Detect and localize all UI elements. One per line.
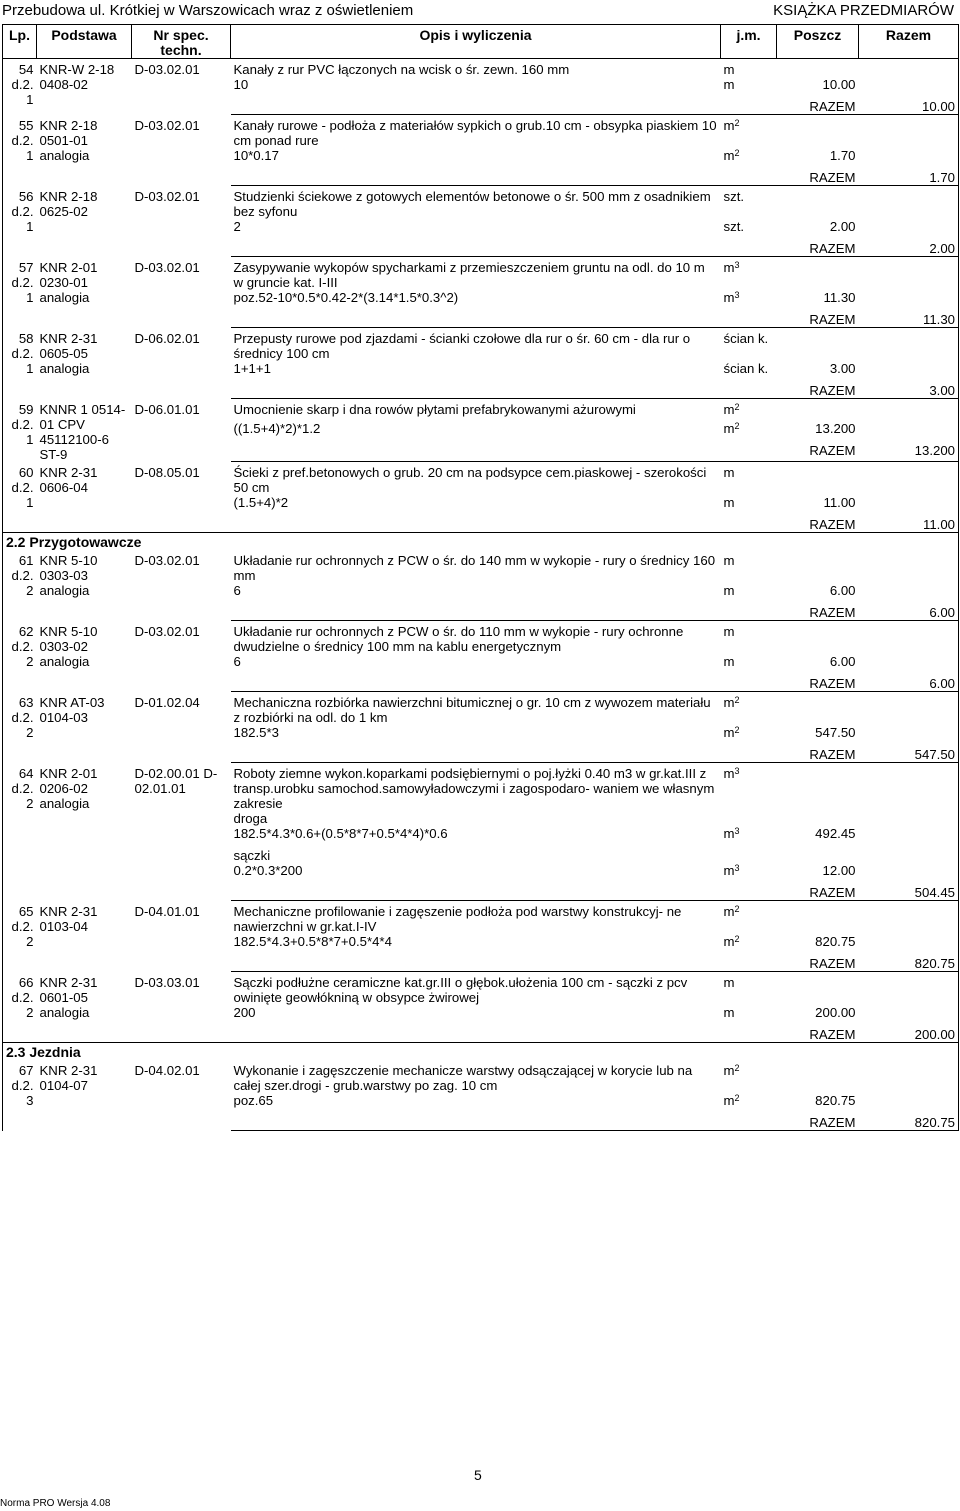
positions-group-2 <box>3 550 959 1043</box>
calc-expression: 10 <box>233 77 249 92</box>
razem-cell <box>859 115 959 149</box>
empty <box>231 885 721 901</box>
razem-label: RAZEM <box>777 1115 859 1131</box>
position-spec: D-03.03.01 <box>134 974 200 990</box>
empty <box>231 170 721 186</box>
positions-group-3 <box>3 1060 959 1131</box>
razem-value: 11.30 <box>859 312 959 328</box>
position-row <box>3 462 959 496</box>
position-spec: D-03.02.01 <box>134 623 200 639</box>
razem-label: RAZEM <box>777 383 859 399</box>
empty <box>859 77 959 99</box>
section-title: Przygotowawcze <box>29 534 142 550</box>
empty <box>231 312 721 328</box>
position-row <box>3 972 959 1006</box>
empty <box>231 605 721 621</box>
razem-label: RAZEM <box>777 1027 859 1043</box>
razem-cell <box>859 901 959 935</box>
razem-label: RAZEM <box>777 312 859 328</box>
empty <box>721 170 777 186</box>
poszcz-cell <box>777 621 859 655</box>
position-description: Ścieki z pref.betonowych o grub. 20 cm na podsypce cem.piaskowej - szerokości 50 cm <box>233 465 707 495</box>
calc-value: 547.50 <box>815 725 856 740</box>
razem-cell <box>859 550 959 583</box>
position-unit: szt. <box>723 189 745 204</box>
calc-value: 2.00 <box>829 219 856 234</box>
calc-value: 200.00 <box>815 1005 856 1020</box>
empty <box>859 361 959 383</box>
project-title: Przebudowa ul. Krótkiej w Warszowicach wraz z oświetleniem <box>2 2 414 19</box>
position-row <box>3 186 959 220</box>
position-basis: KNR-W 2-18 0408-02 <box>39 62 115 92</box>
calc-expression: ((1.5+4)*2)*1.2 <box>233 420 321 436</box>
position-number: 64 d.2. 2 <box>3 763 37 901</box>
position-description: Układanie rur ochronnych z PCW o śr. do 140 mm w wykopie - rury o średnicy 160 mm <box>233 553 716 583</box>
poszcz-cell <box>777 692 859 726</box>
empty <box>721 443 777 462</box>
empty <box>859 654 959 676</box>
calc-unit: m <box>723 77 735 92</box>
empty <box>859 725 959 747</box>
position-number: 60 d.2. 1 <box>3 462 37 533</box>
razem-cell <box>859 186 959 220</box>
position-description: Przepusty rurowe pod zjazdami - ścianki czołowe dla rur o śr. 60 cm - dla rur o średnicy 100 cm <box>233 331 691 361</box>
position-spec: D-03.02.01 <box>134 117 200 133</box>
position-unit: $m^3$ <box>723 260 740 275</box>
calc-value: 12.00 <box>822 863 856 878</box>
col-podstawa: Podstawa <box>37 25 132 59</box>
poszcz-cell <box>777 399 859 421</box>
position-row <box>3 328 959 362</box>
position-spec: D-08.05.01 <box>134 464 200 480</box>
position-spec: D-02.00.01 D-02.01.01 <box>134 765 218 796</box>
empty <box>721 747 777 763</box>
razem-label: RAZEM <box>777 170 859 186</box>
position-basis: KNR 2-18 0501-01 analogia <box>39 117 98 163</box>
empty <box>721 848 777 863</box>
empty <box>231 747 721 763</box>
position-unit: m <box>723 624 735 639</box>
empty <box>721 885 777 901</box>
position-description: Mechaniczna rozbiórka nawierzchni bitumicznej o gr. 10 cm z wywozem materiału z rozbiórki na odl. do 1 km <box>233 695 711 725</box>
empty <box>231 517 721 533</box>
razem-cell <box>859 399 959 421</box>
position-description: Sączki podłużne ceramiczne kat.gr.III o głębok.ułożenia 100 cm - sączki z pcv owinięte geowłókniną w obsypce żwirowej <box>233 975 688 1005</box>
position-row <box>3 59 959 78</box>
poszcz-cell <box>777 550 859 583</box>
empty <box>859 848 959 863</box>
calc-unit: m <box>723 495 735 510</box>
empty <box>721 312 777 328</box>
position-basis: KNR 2-31 0104-07 <box>39 1063 98 1093</box>
calc-unit: $m^2$ <box>723 725 740 740</box>
book-title: KSIĄŻKA PRZEDMIARÓW <box>773 2 954 19</box>
calc-unit: m <box>723 1005 735 1020</box>
section-number: 2.3 <box>6 1044 26 1060</box>
position-basis: KNR AT-03 0104-03 <box>39 694 105 725</box>
section-number: 2.2 <box>6 534 26 550</box>
calc-value: 492.45 <box>815 826 856 841</box>
razem-label: RAZEM <box>777 885 859 901</box>
position-number: 67 d.2. 3 <box>3 1060 37 1131</box>
empty <box>231 1115 721 1131</box>
section-jezdnia <box>3 1043 959 1061</box>
calc-expression: 10*0.17 <box>233 148 279 163</box>
position-unit: m <box>723 465 735 480</box>
position-number: 61 d.2. 2 <box>3 550 37 621</box>
poszcz-cell <box>777 257 859 291</box>
positions-group-1 <box>3 59 959 533</box>
calc-value: 3.00 <box>829 361 856 376</box>
calc-unit: szt. <box>723 219 745 234</box>
position-unit: $m^2$ <box>723 904 740 919</box>
calc-expression: 6 <box>233 654 241 669</box>
position-description: Umocnienie skarp i dna rowów płytami prefabrykowanymi ażurowymi <box>233 402 636 417</box>
position-basis: KNR 2-01 0230-01 analogia <box>39 259 98 305</box>
razem-value: 1.70 <box>859 170 959 186</box>
page-number: 5 <box>474 1467 482 1483</box>
position-row <box>3 1060 959 1093</box>
empty <box>721 383 777 399</box>
razem-label: RAZEM <box>777 747 859 763</box>
calc-expression: 6 <box>233 583 241 598</box>
empty <box>859 1093 959 1115</box>
position-unit: m <box>723 553 735 568</box>
poszcz-cell <box>777 462 859 496</box>
calc-expression: 2 <box>233 219 241 234</box>
position-unit: ścian k. <box>723 331 769 346</box>
position-basis: KNR 5-10 0303-03 analogia <box>39 553 98 598</box>
razem-label: RAZEM <box>777 605 859 621</box>
position-spec: D-03.02.01 <box>134 553 200 568</box>
calc-unit: $m^3$ <box>723 290 740 305</box>
razem-cell <box>859 972 959 1006</box>
position-spec: D-03.02.01 <box>134 188 200 204</box>
calc-unit: ścian k. <box>723 361 769 376</box>
calc-value: 6.00 <box>829 583 856 598</box>
empty <box>231 383 721 399</box>
position-basis: KNR 5-10 0303-02 analogia <box>39 623 98 669</box>
position-description: Układanie rur ochronnych z PCW o śr. do 110 mm w wykopie - rury ochronne dwudzielne o średnicy 100 mm na kablu energetycznym <box>233 624 684 654</box>
empty <box>859 148 959 170</box>
position-number: 59 d.2. 1 <box>3 399 37 462</box>
empty <box>231 99 721 115</box>
empty <box>721 1027 777 1043</box>
calc-unit: m <box>723 654 735 669</box>
poszcz-cell <box>777 901 859 935</box>
position-unit: $m^2$ <box>723 695 740 710</box>
poszcz-cell <box>777 1060 859 1093</box>
razem-value: 820.75 <box>859 1115 959 1131</box>
position-description: Mechaniczne profilowanie i zagęszenie podłoża pod warstwy konstrukcyj- ne nawierzchni w gr.kat.I-IV <box>233 904 682 934</box>
section-row <box>3 533 959 551</box>
razem-cell <box>859 1060 959 1093</box>
razem-cell <box>859 257 959 291</box>
razem-label: RAZEM <box>777 99 859 115</box>
calc-expression: poz.65 <box>233 1093 274 1108</box>
calc-value: 10.00 <box>822 77 856 92</box>
position-basis: KNNR 1 0514-01 CPV 45112100-6 ST-9 <box>39 401 126 462</box>
razem-value: 6.00 <box>859 605 959 621</box>
position-number: 55 d.2. 1 <box>3 115 37 186</box>
position-number: 63 d.2. 2 <box>3 692 37 763</box>
position-number: 62 d.2. 2 <box>3 621 37 692</box>
calc-expression: (1.5+4)*2 <box>233 495 289 510</box>
calc-label: droga <box>233 811 268 826</box>
empty <box>859 495 959 517</box>
empty <box>721 1115 777 1131</box>
position-number: 54 d.2. 1 <box>3 59 37 115</box>
position-row <box>3 399 959 421</box>
calc-expression: 200 <box>233 1005 256 1020</box>
calc-value: 820.75 <box>815 934 856 949</box>
razem-value: 2.00 <box>859 241 959 257</box>
razem-value: 13.200 <box>859 443 959 462</box>
position-description: Zasypywanie wykopów spycharkami z przemieszczeniem gruntu na odl. do 10 m w gruncie kat. I-III <box>233 260 705 290</box>
razem-cell <box>859 763 959 812</box>
position-unit: $m^3$ <box>723 766 740 781</box>
position-description: Studzienki ściekowe z gotowych elementów betonowe o śr. 500 mm z osadnikiem bez syfonu <box>233 189 711 219</box>
position-basis: KNR 2-31 0606-04 <box>39 464 98 495</box>
calc-expression: 182.5*4.3+0.5*8*7+0.5*4*4 <box>233 934 392 949</box>
calc-expression: 182.5*3 <box>233 725 279 740</box>
poszcz-cell <box>777 763 859 812</box>
position-number: 66 d.2. 2 <box>3 972 37 1043</box>
bill-of-quantities-table <box>2 24 959 1131</box>
calc-value: 6.00 <box>829 654 856 669</box>
razem-value: 6.00 <box>859 676 959 692</box>
empty <box>231 956 721 972</box>
calc-unit: $m^2$ <box>723 1093 740 1108</box>
razem-cell <box>859 462 959 496</box>
razem-cell <box>859 692 959 726</box>
calc-expression: poz.52-10*0.5*0.42-2*(3.14*1.5*0.3^2) <box>233 290 459 305</box>
empty <box>721 99 777 115</box>
section-row <box>3 1043 959 1061</box>
razem-label: RAZEM <box>777 517 859 533</box>
calc-unit: $m^2$ <box>723 934 740 949</box>
calc-value: 820.75 <box>815 1093 856 1108</box>
position-spec: D-04.02.01 <box>134 1063 200 1078</box>
razem-value: 547.50 <box>859 747 959 763</box>
col-nr-spec: Nr spec. techn. <box>132 25 231 59</box>
position-number: 57 d.2. 1 <box>3 257 37 328</box>
empty <box>859 421 959 443</box>
empty <box>777 848 859 863</box>
poszcz-cell <box>777 328 859 362</box>
position-unit: $m^2$ <box>723 402 740 417</box>
footer-software: Norma PRO Wersja 4.08 <box>0 1498 111 1509</box>
position-spec: D-04.01.01 <box>134 903 200 919</box>
razem-value: 820.75 <box>859 956 959 972</box>
position-description: Kanały rurowe - podłoża z materiałów sypkich o grub.10 cm - obsypka piaskiem 10 cm ponad rure <box>233 118 717 148</box>
empty <box>859 219 959 241</box>
empty <box>231 443 721 462</box>
empty <box>721 956 777 972</box>
razem-value: 200.00 <box>859 1027 959 1043</box>
position-basis: KNR 2-01 0206-02 analogia <box>39 765 98 811</box>
col-razem: Razem <box>859 25 959 59</box>
razem-cell <box>859 621 959 655</box>
position-spec: D-06.01.01 <box>134 401 200 417</box>
empty <box>231 676 721 692</box>
poszcz-cell <box>777 972 859 1006</box>
calc-unit: $m^3$ <box>723 826 740 841</box>
empty <box>721 605 777 621</box>
empty <box>859 826 959 848</box>
empty <box>777 811 859 826</box>
position-number: 56 d.2. 1 <box>3 186 37 257</box>
razem-value: 3.00 <box>859 383 959 399</box>
position-number: 58 d.2. 1 <box>3 328 37 399</box>
razem-label: RAZEM <box>777 676 859 692</box>
razem-value: 10.00 <box>859 99 959 115</box>
position-description: Kanały z rur PVC łączonych na wcisk o śr. zewn. 160 mm <box>233 62 570 77</box>
position-basis: KNR 2-18 0625-02 <box>39 188 98 219</box>
empty <box>859 934 959 956</box>
calc-value: 11.30 <box>823 290 856 305</box>
page-header <box>2 2 954 22</box>
poszcz-cell <box>777 59 859 78</box>
razem-label: RAZEM <box>777 241 859 257</box>
position-spec: D-06.02.01 <box>134 330 200 346</box>
col-jm: j.m. <box>721 25 777 59</box>
position-row <box>3 901 959 935</box>
razem-cell <box>859 59 959 78</box>
calc-label: sączki <box>233 848 271 863</box>
calc-expression: 1+1+1 <box>233 361 271 376</box>
calc-unit: $m^2$ <box>723 420 740 436</box>
poszcz-cell <box>777 186 859 220</box>
razem-value: 504.45 <box>859 885 959 901</box>
empty <box>859 1005 959 1027</box>
col-lp: Lp. <box>3 25 37 59</box>
calc-value: 1.70 <box>829 148 856 163</box>
position-spec: D-03.02.01 <box>134 259 200 275</box>
position-row <box>3 115 959 149</box>
empty <box>721 676 777 692</box>
calc-expression: 182.5*4.3*0.6+(0.5*8*7+0.5*4*4)*0.6 <box>233 826 448 841</box>
position-unit: $m^2$ <box>723 1063 740 1078</box>
empty <box>231 241 721 257</box>
calc-value: 11.00 <box>823 495 856 510</box>
poszcz-cell <box>777 115 859 149</box>
position-unit: m <box>723 975 735 990</box>
position-basis: KNR 2-31 0103-04 <box>39 903 98 934</box>
position-description: Roboty ziemne wykon.koparkami podsiębiernymi o poj.łyżki 0.40 m3 w gr.kat.III z transp.urobku samochod.samowyładowczymi i zagospodaro- waniem we własnym zakresie <box>233 766 715 811</box>
razem-label: RAZEM <box>777 956 859 972</box>
position-unit: m <box>723 62 735 77</box>
empty <box>859 583 959 605</box>
empty <box>859 863 959 885</box>
position-description: Wykonanie i zagęszczenie mechanicze warstwy odsączającej w korycie lub na całej szer.drogi - grub.warstwy po zag. 10 cm <box>233 1063 693 1093</box>
calc-unit: $m^3$ <box>723 863 740 878</box>
empty <box>859 290 959 312</box>
table-header-row <box>3 25 959 59</box>
position-spec: D-03.02.01 <box>134 62 200 77</box>
calc-unit: m <box>723 583 735 598</box>
calc-unit: $m^2$ <box>723 148 740 163</box>
position-number: 65 d.2. 2 <box>3 901 37 972</box>
position-row <box>3 621 959 655</box>
position-row <box>3 257 959 291</box>
position-basis: KNR 2-31 0605-05 analogia <box>39 330 98 376</box>
position-basis: KNR 2-31 0601-05 analogia <box>39 974 98 1020</box>
section-przygotowawcze <box>3 533 959 551</box>
col-poszcz: Poszcz <box>777 25 859 59</box>
section-title: Jezdnia <box>29 1044 81 1060</box>
position-spec: D-01.02.04 <box>134 694 200 710</box>
empty <box>721 517 777 533</box>
empty <box>721 241 777 257</box>
empty <box>721 811 777 826</box>
empty <box>859 811 959 826</box>
empty <box>231 1027 721 1043</box>
razem-label: RAZEM <box>777 443 859 462</box>
calc-expression: 0.2*0.3*200 <box>233 863 303 878</box>
calc-value: 13.200 <box>815 420 856 436</box>
col-opis: Opis i wyliczenia <box>231 25 721 59</box>
position-row <box>3 692 959 726</box>
razem-cell <box>859 328 959 362</box>
position-row <box>3 550 959 583</box>
position-unit: $m^2$ <box>723 118 740 133</box>
position-row <box>3 763 959 812</box>
razem-value: 11.00 <box>859 517 959 533</box>
